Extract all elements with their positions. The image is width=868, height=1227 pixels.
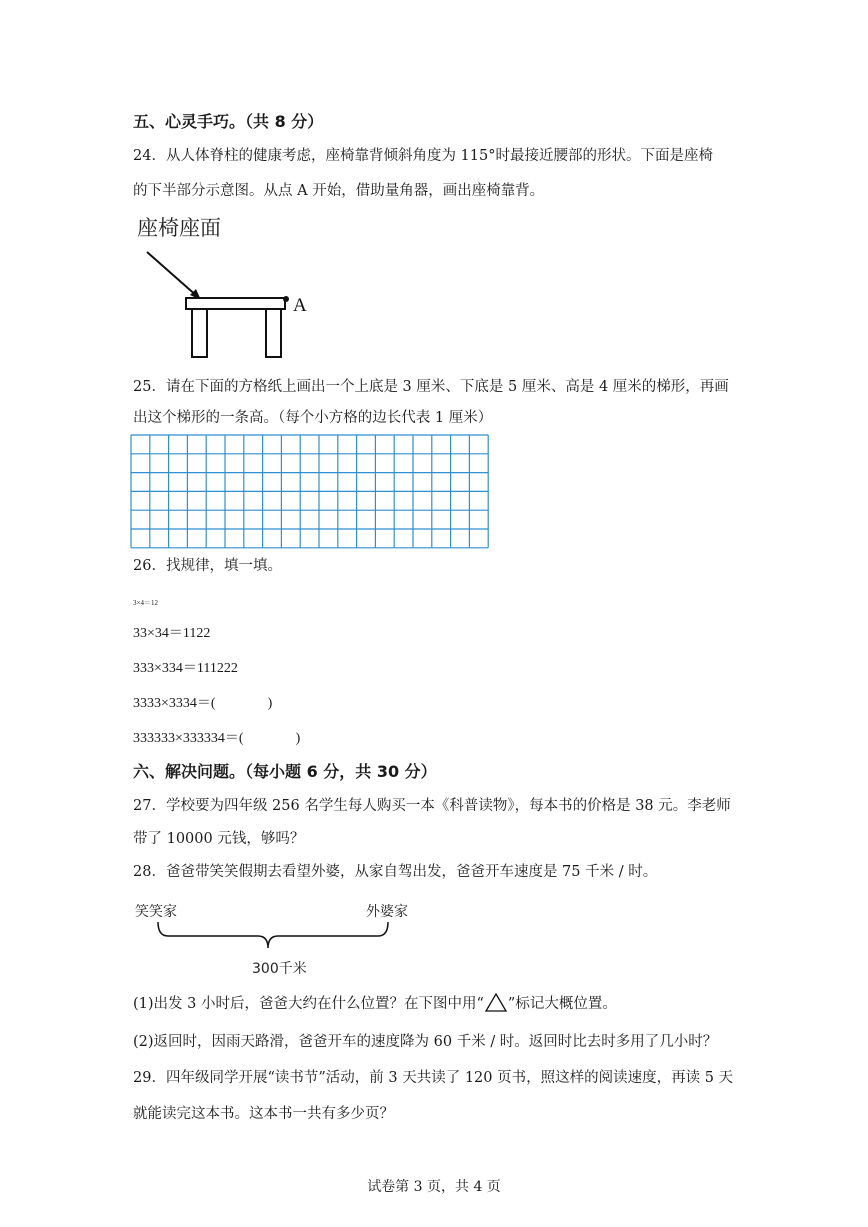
q26-equation-1: 3×4＝12: [133, 599, 158, 607]
distance-brace: [158, 922, 388, 948]
q25-text-line-2: 出这个梯形的一条高。（每个小方格的边长代表 1 厘米）: [133, 410, 493, 426]
page-footer: 试卷第 3 页，共 4 页: [367, 1179, 501, 1195]
q26-prompt: 26．找规律，填一填。: [133, 558, 282, 574]
square-grid-paper[interactable]: [130, 434, 490, 550]
distance-diagram: [130, 900, 420, 980]
q26-eq4-right: ): [267, 696, 273, 711]
q28-sub1-left: (1)出发 3 小时后，爸爸大约在什么位置？在下图中用“: [133, 996, 484, 1012]
point-a-dot: [283, 296, 289, 302]
q28-sub-question-1: [133, 993, 617, 1014]
q27-text-line-2: 带了 10000 元钱，够吗？: [133, 831, 305, 847]
q29-text-line-1: 29．四年级同学开展“读书节”活动，前 3 天共读了 120 页书，照这样的阅读速度，再读 5 天: [133, 1070, 734, 1086]
seat-surface-label: 座椅座面: [137, 216, 221, 240]
q24-text-line-2: 的下半部分示意图。从点 A 开始，借助量角器，画出座椅靠背。: [133, 183, 545, 199]
q27-text-line-1: 27．学校要为四年级 256 名学生每人购买一本《科普读物》，每本书的价格是 38 元。李老师: [133, 798, 731, 814]
triangle-icon: [485, 993, 507, 1012]
q26-equation-4: [133, 694, 272, 714]
q29-text-line-2: 就能读完这本书。这本书一共有多少页？: [133, 1106, 394, 1122]
q28-text-line-1: 28．爸爸带笑笑假期去看望外婆，从家自驾出发，爸爸开车速度是 75 千米 / 时。: [133, 864, 658, 880]
q26-equation-5: [133, 729, 300, 749]
seat-top: [186, 298, 285, 309]
q26-equation-3: 333×334＝111222: [133, 661, 238, 676]
end-label: 外婆家: [366, 904, 408, 920]
point-a-label: A: [293, 295, 307, 316]
q28-sub1-right: ”标记大概位置。: [507, 996, 617, 1012]
section-5-heading: 五、心灵手巧。（共 8 分）: [133, 112, 324, 131]
q26-equation-2: 33×34＝1122: [133, 626, 211, 641]
q26-eq5-right: ): [295, 731, 301, 746]
q26-eq4-left: 3333×3334＝(: [133, 696, 216, 711]
q25-text-line-1: 25．请在下面的方格纸上画出一个上底是 3 厘米、下底是 5 厘米、高是 4 厘米的梯形，再画: [133, 379, 729, 395]
q28-sub-question-2: (2)返回时，因雨天路滑，爸爸开车的速度降为 60 千米 / 时。返回时比去时多用了几小时？: [133, 1034, 718, 1050]
start-label: 笑笑家: [135, 904, 177, 920]
q26-eq5-left: 333333×333334＝(: [133, 731, 244, 746]
pointer-arrow: [147, 252, 198, 297]
seat-diagram: [130, 210, 330, 360]
seat-leg-right: [266, 309, 281, 357]
distance-label: 300千米: [252, 961, 307, 977]
q24-text-line-1: 24．从人体脊柱的健康考虑，座椅靠背倾斜角度为 115°时最接近腰部的形状。下面是座椅: [133, 148, 713, 164]
section-6-heading: 六、解决问题。（每小题 6 分，共 30 分）: [133, 762, 437, 781]
seat-leg-left: [192, 309, 207, 357]
